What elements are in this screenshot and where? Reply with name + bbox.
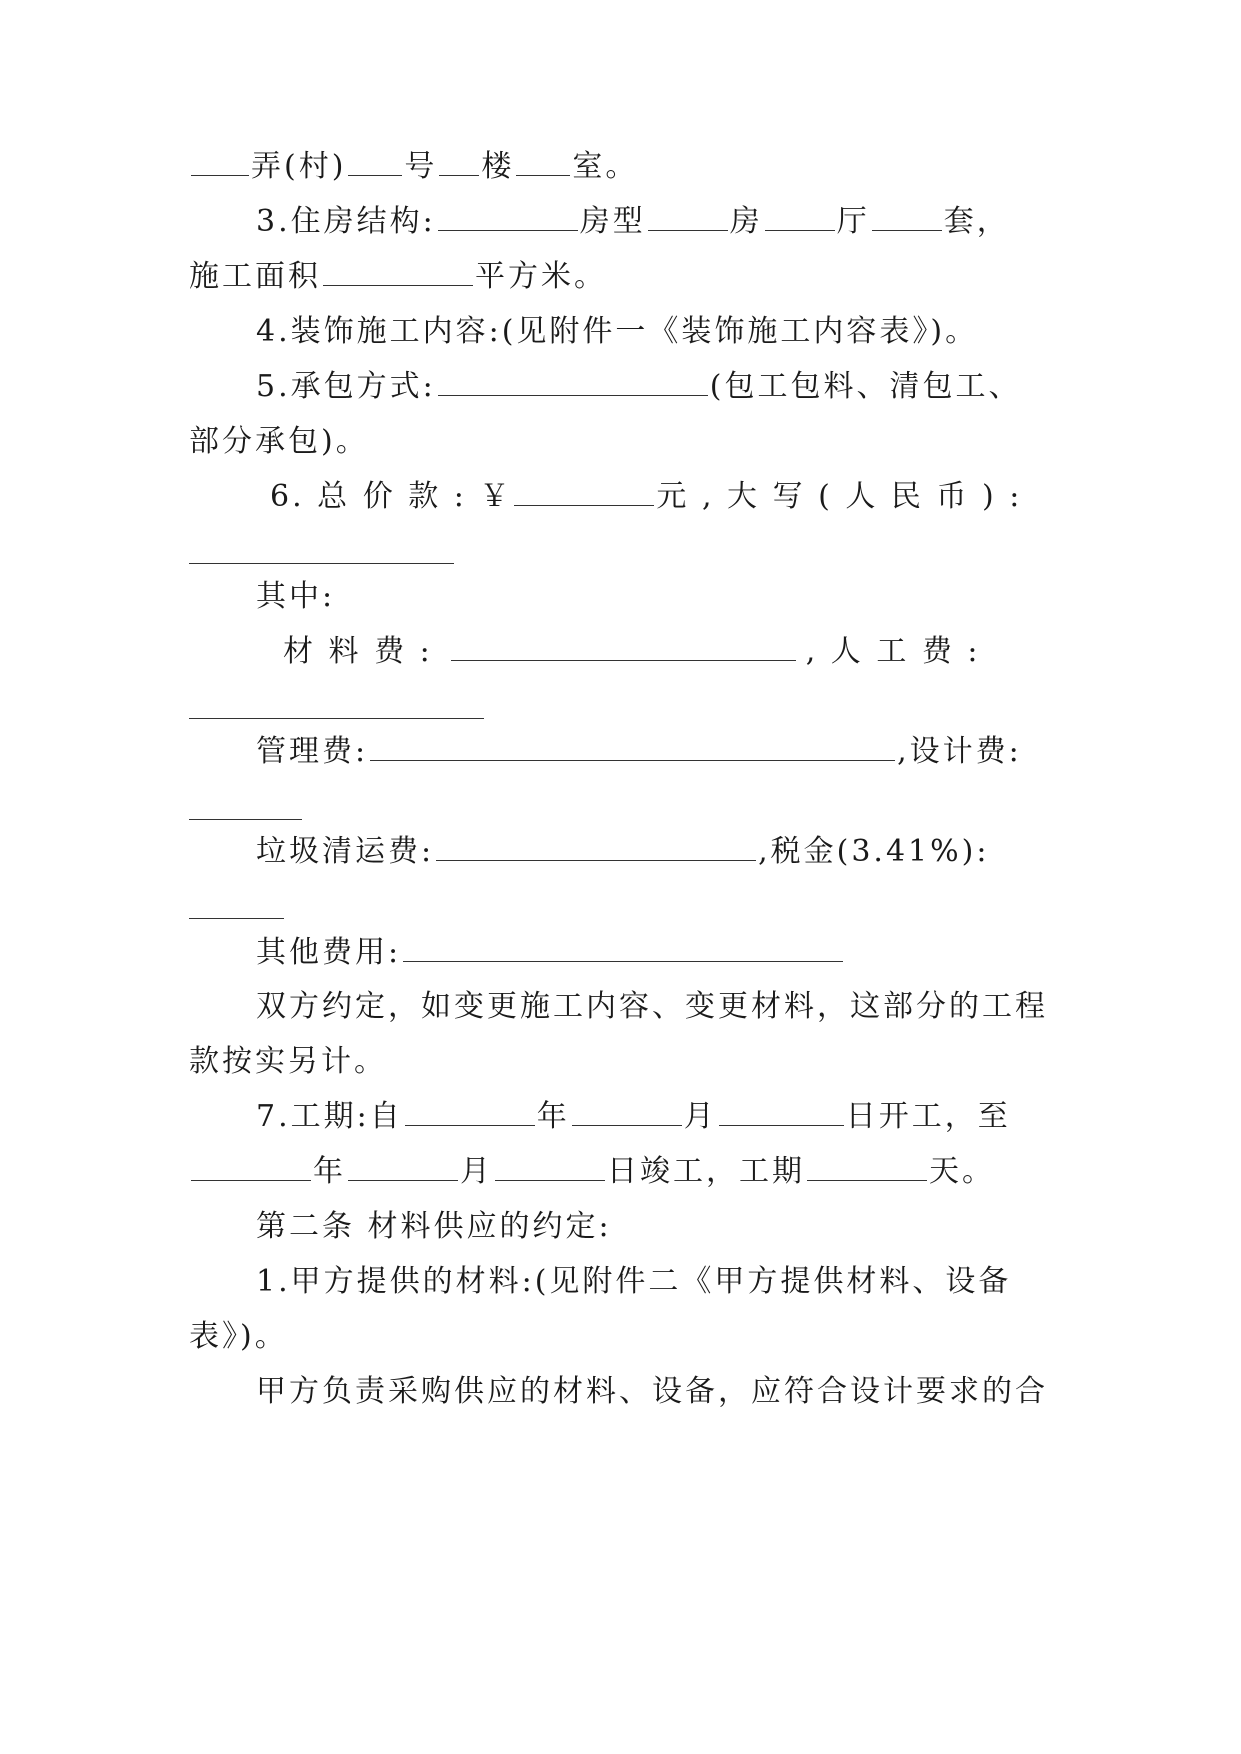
blank-field[interactable] [438,369,708,396]
blank-field[interactable] [495,1154,605,1181]
days-label: 天。 [929,1154,995,1189]
blank-field[interactable] [807,1154,927,1181]
item-6-label: 6. 总 价 款 : ￥ [270,479,513,514]
blank-field[interactable] [765,204,835,231]
item-5-options: (包工包料、清包工、 [709,369,1022,404]
blank-field[interactable] [403,935,843,962]
tao-label: 套， [943,204,1010,239]
ting-label: 厅 [836,204,870,239]
garbage-line [256,832,989,872]
month-label: 月 [683,1099,717,1134]
blank-field[interactable] [191,149,249,176]
area-label: 施工面积 [189,259,321,294]
hao-label: 号 [404,149,438,184]
design-label: ,设计费: [897,734,1022,769]
item-3-line [256,202,1010,242]
blank-field[interactable] [189,918,284,919]
area-unit: 平方米。 [475,259,607,294]
lou-label: 楼 [481,149,515,184]
item-4-line: 4.装饰施工内容:(见附件一《装饰施工内容表》)。 [256,314,979,349]
article-2-heading: 第二条 材料供应的约定: [256,1209,612,1244]
agreement-line-1: 双方约定，如变更施工内容、变更材料，这部分的工程 [256,989,1048,1024]
item-7-line [256,1097,1011,1137]
blank-field[interactable] [323,259,473,286]
other-label: 其他费用: [256,935,402,970]
blank-field[interactable] [189,563,454,564]
blank-field[interactable] [648,204,728,231]
breakdown-heading: 其中: [256,579,336,614]
management-line [256,732,1022,772]
item-7-cont [189,1152,995,1192]
material-line [283,632,981,672]
garbage-label: 垃圾清运费: [256,834,435,869]
blank-field[interactable] [189,718,484,719]
item-5-cont: 部分承包)。 [189,424,369,459]
material-label: 材 料 费 : [283,634,433,669]
blank-field[interactable] [348,149,402,176]
blank-field[interactable] [436,834,756,861]
blank-field[interactable] [405,1099,535,1126]
year-label: 年 [536,1099,570,1134]
agreement-line-2: 款按实另计。 [189,1044,387,1079]
tax-label: ,税金(3.41%): [758,834,990,869]
nong-label: 弄(村) [251,149,347,184]
day-end-label: 日竣工，工期 [607,1154,805,1189]
fang-label: 房 [729,204,763,239]
blank-field[interactable] [514,479,654,506]
item-7-label: 7.工期:自 [256,1099,403,1134]
blank-field[interactable] [189,819,302,820]
blank-field[interactable] [348,1154,458,1181]
year-label: 年 [313,1154,346,1189]
management-label: 管理费: [256,734,369,769]
blank-field[interactable] [572,1099,682,1126]
materials-1-cont: 表》)。 [189,1319,288,1354]
blank-field[interactable] [516,149,570,176]
blank-field[interactable] [439,149,479,176]
shi-label: 室。 [572,149,639,184]
blank-field[interactable] [872,204,942,231]
blank-field[interactable] [438,204,578,231]
other-line [256,933,845,973]
item-6-line [270,477,1022,517]
item-6-yuan: 元 , 大 写 ( 人 民 币 ) : [656,479,1023,514]
blank-field[interactable] [191,1154,311,1181]
blank-field[interactable] [370,734,895,761]
materials-1-line: 1.甲方提供的材料:(见附件二《甲方提供材料、设备 [256,1264,1012,1299]
day-start-label: 日开工，至 [845,1099,1011,1134]
month-label: 月 [460,1154,493,1189]
area-line [189,257,607,297]
labor-label: , 人 工 费 : [805,634,981,669]
item-5-line [256,367,1021,407]
blank-field[interactable] [451,634,796,661]
blank-field[interactable] [719,1099,844,1126]
fangxing-label: 房型 [579,204,646,239]
item-5-label: 5.承包方式: [256,369,436,404]
address-line [189,147,638,187]
materials-responsibility: 甲方负责采购供应的材料、设备，应符合设计要求的合 [256,1374,1048,1409]
item-3-label: 3.住房结构: [256,204,436,239]
